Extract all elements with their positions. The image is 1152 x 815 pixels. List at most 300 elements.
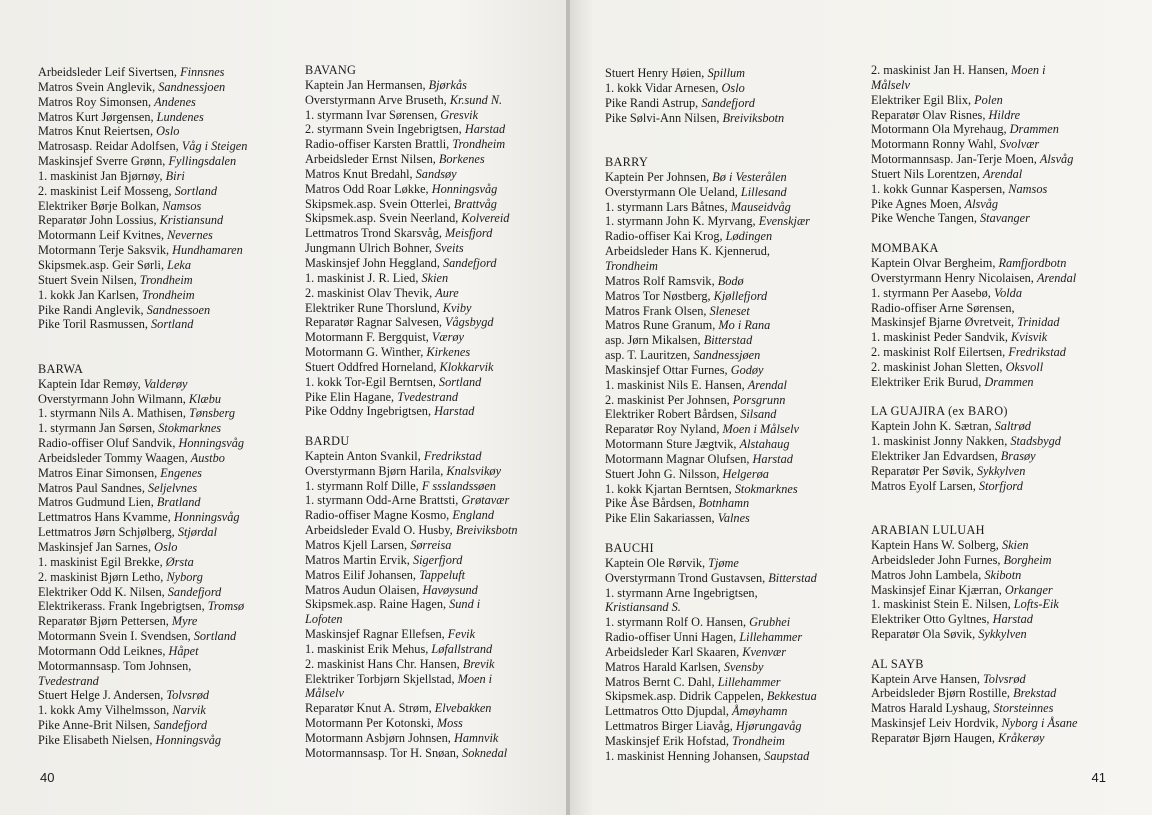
page-number-right: 41 — [1091, 770, 1106, 785]
crew-hometown: Sykkylven — [978, 627, 1027, 642]
crew-hometown: Kolvereid — [461, 211, 510, 226]
crew-hometown: Breiviksbotn — [455, 523, 518, 538]
crew-role-name: Reparatør Ragnar Salvesen, — [305, 315, 445, 330]
crew-entry — [38, 213, 303, 228]
crew-hometown: Oslo — [156, 124, 180, 139]
crew-entry — [605, 556, 870, 571]
crew-role-name: Pike Wenche Tangen, — [871, 211, 981, 226]
crew-role-name: Elektriker Odd K. Nilsen, — [38, 584, 168, 599]
crew-hometown: Svensby — [723, 659, 764, 674]
crew-hometown: Harstad — [434, 404, 475, 419]
crew-role-name: Reparatør Per Søvik, — [871, 463, 977, 478]
crew-role-name: Motormannsasp. Tor H. Snøan, — [305, 745, 463, 760]
crew-hometown: Skien — [421, 270, 449, 285]
crew-entry — [871, 360, 1136, 375]
crew-role-name: Pike Randi Astrup, — [605, 95, 702, 110]
crew-role-name: Elektriker Robert Bårdsen, — [605, 407, 741, 422]
crew-role-name: Skipsmek.asp. Svein Neerland, — [305, 211, 462, 226]
crew-hometown: Spillum — [707, 66, 746, 80]
crew-entry — [605, 422, 870, 437]
crew-role-name: Overstyrmann Bjørn Harila, — [305, 463, 447, 478]
ship-heading: AL SAYB — [871, 656, 924, 671]
crew-entry — [305, 182, 570, 197]
crew-entry — [605, 675, 870, 690]
crew-entry — [38, 228, 303, 243]
blank-line — [605, 125, 870, 140]
crew-entry — [305, 360, 570, 375]
crew-role-name: 1. styrmann Jan Sørsen, — [38, 421, 159, 436]
crew-hometown: Ørsta — [165, 554, 194, 569]
crew-hometown: Sortland — [151, 317, 194, 332]
crew-entry — [305, 241, 570, 256]
crew-entry — [605, 274, 870, 289]
crew-entry — [38, 644, 303, 659]
crew-entry — [38, 540, 303, 555]
left-page-column-2 — [305, 63, 570, 761]
crew-entry — [871, 731, 1136, 746]
crew-hometown: Brevik — [462, 656, 495, 671]
crew-entry — [38, 421, 303, 436]
blank-line — [305, 419, 570, 434]
crew-hometown: Sandefjord — [701, 95, 755, 110]
crew-role-name: Maskinsjef Einar Kjærran, — [871, 582, 1005, 597]
crew-entry — [305, 315, 570, 330]
crew-hometown: Oksvoll — [1005, 359, 1044, 374]
crew-role-name: Arbeidsleder Hans K. Kjennerud, — [605, 244, 770, 259]
crew-entry — [305, 286, 570, 301]
crew-hometown: Silsand — [740, 407, 777, 422]
crew-hometown: Drammen — [1009, 122, 1059, 137]
crew-hometown: Trondheim — [732, 733, 785, 748]
crew-role-name: Elektriker Rune Thorslund, — [305, 300, 443, 315]
crew-role-name: Reparatør John Lossius, — [38, 213, 160, 228]
crew-entry — [305, 152, 570, 167]
crew-entry — [871, 167, 1136, 182]
crew-hometown: Kviby — [442, 300, 472, 315]
crew-role-name: Arbeidsleder Evald O. Husby, — [305, 523, 456, 538]
crew-hometown: Moen i — [1011, 63, 1046, 77]
crew-role-name: Matros Bernt C. Dahl, — [605, 674, 718, 689]
crew-hometown: Svolvær — [999, 137, 1040, 152]
crew-entry — [305, 390, 570, 405]
crew-hometown: Breiviksbotn — [722, 110, 785, 125]
crew-role-name: Matros Odd Roar Løkke, — [305, 181, 432, 196]
crew-hometown: Kr.sund N. — [449, 92, 503, 107]
crew-entry — [605, 333, 870, 348]
crew-role-name: Matros Harald Lyshaug, — [871, 701, 994, 716]
crew-entry — [871, 612, 1136, 627]
crew-role-name: Motormann Ola Myrehaug, — [871, 122, 1010, 137]
crew-entry — [871, 256, 1136, 271]
crew-entry — [305, 686, 570, 701]
crew-role-name: 1. kokk Jan Karlsen, — [38, 287, 142, 302]
crew-hometown: Soknedal — [462, 745, 508, 760]
crew-role-name: Overstyrmann Trond Gustavsen, — [605, 570, 769, 585]
crew-entry — [605, 660, 870, 675]
crew-entry — [871, 315, 1136, 330]
crew-role-name: Motormann Odd Leiknes, — [38, 643, 169, 658]
crew-hometown: Sandnessoen — [146, 302, 211, 317]
crew-entry — [871, 301, 1136, 316]
crew-entry — [305, 627, 570, 642]
crew-entry — [305, 226, 570, 241]
crew-role-name: 1. styrmann Rolf O. Hansen, — [605, 615, 750, 630]
crew-entry — [871, 627, 1136, 642]
blank-line — [605, 140, 870, 155]
crew-entry — [38, 525, 303, 540]
crew-entry — [605, 437, 870, 452]
crew-hometown: Leka — [167, 257, 192, 272]
crew-entry — [871, 286, 1136, 301]
crew-hometown: Fevik — [447, 627, 476, 642]
crew-hometown: Skibotn — [984, 567, 1022, 582]
crew-role-name: Pike Randi Anglevik, — [38, 302, 147, 317]
crew-hometown: Trinidad — [1017, 315, 1060, 330]
crew-hometown: Moen i — [457, 671, 493, 686]
crew-role-name: 1. styrmann Lars Båtnes, — [605, 199, 731, 214]
crew-entry — [871, 716, 1136, 731]
crew-hometown: Havøysund — [422, 582, 478, 597]
crew-entry — [871, 583, 1136, 598]
crew-entry — [605, 318, 870, 333]
crew-role-name: 2. maskinist Jan H. Hansen, — [871, 63, 1012, 77]
crew-entry — [605, 304, 870, 319]
crew-role-name: 1. kokk Vidar Arnesen, — [605, 80, 722, 95]
crew-hometown: Stokmarknes — [734, 481, 798, 496]
ship-heading: BAUCHI — [605, 541, 654, 555]
crew-hometown: Tolvsrød — [983, 671, 1026, 686]
crew-entry — [38, 570, 303, 585]
crew-hometown: Harstad — [992, 612, 1033, 627]
crew-role-name: 1. maskinist Erik Mehus, — [305, 641, 432, 656]
crew-role-name: Overstyrmann Henry Nicolaisen, — [871, 270, 1037, 285]
crew-hometown: Drammen — [984, 374, 1034, 389]
crew-hometown: Saupstad — [764, 748, 810, 763]
crew-hometown: Valnes — [717, 511, 750, 526]
crew-role-name: Kaptein Ole Rørvik, — [605, 555, 709, 570]
crew-entry — [305, 642, 570, 657]
crew-entry — [38, 288, 303, 303]
crew-hometown: Harstad — [752, 451, 793, 466]
crew-role-name: Matros Kurt Jørgensen, — [38, 109, 157, 124]
crew-hometown: Elvebakken — [434, 701, 492, 716]
crew-role-name: Maskinsjef Erik Hofstad, — [605, 733, 733, 748]
crew-role-name: Matros Einar Simonsen, — [38, 465, 161, 480]
crew-entry — [305, 271, 570, 286]
crew-role-name: Motormann Ronny Wahl, — [871, 137, 1000, 152]
crew-role-name: Pike Åse Bårdsen, — [605, 496, 699, 511]
crew-role-name: Maskinsjef Bjarne Øvretveit, — [871, 315, 1018, 330]
crew-entry — [605, 214, 870, 229]
crew-hometown: Våg i Steigen — [181, 139, 248, 154]
crew-entry — [305, 404, 570, 419]
crew-hometown: Alstahaug — [739, 437, 790, 452]
crew-entry — [305, 597, 570, 612]
crew-hometown: Arendal — [747, 377, 787, 392]
crew-role-name: asp. T. Lauritzen, — [605, 348, 694, 363]
crew-hometown: Løfallstrand — [431, 641, 493, 656]
left-page — [0, 0, 570, 815]
crew-entry — [38, 451, 303, 466]
crew-entry — [305, 167, 570, 182]
crew-entry — [305, 583, 570, 598]
crew-hometown: Vågsbygd — [445, 315, 494, 330]
crew-role-name: Skipsmek.asp. Raine Hagen, — [305, 597, 450, 612]
crew-role-name: 1. styrmann Odd-Arne Brattsti, — [305, 493, 462, 508]
crew-role-name: Matros Paul Sandnes, — [38, 480, 148, 495]
crew-entry — [38, 466, 303, 481]
crew-role-name: Kaptein Arve Hansen, — [871, 671, 984, 686]
crew-role-name: Overstyrmann John Wilmann, — [38, 391, 189, 406]
crew-entry — [605, 363, 870, 378]
crew-hometown: Kvenvær — [742, 644, 786, 659]
crew-hometown: Trondheim — [605, 258, 658, 273]
crew-role-name: Motormannsasp. Jan-Terje Moen, — [871, 152, 1040, 167]
crew-role-name: Motormannsasp. Tom Johnsen, — [38, 658, 192, 673]
crew-entry — [871, 330, 1136, 345]
crew-hometown: Hjørungavåg — [735, 719, 802, 734]
crew-role-name: Matros Tor Nøstberg, — [605, 288, 714, 303]
crew-role-name: Skipsmek.asp. Didrik Cappelen, — [605, 689, 767, 704]
crew-entry — [38, 436, 303, 451]
right-page — [570, 0, 1152, 815]
crew-entry — [605, 615, 870, 630]
crew-hometown: Tolvsrød — [166, 688, 210, 703]
crew-entry — [305, 701, 570, 716]
crew-hometown: Mo i Rana — [718, 318, 771, 333]
crew-role-name: Reparatør Knut A. Strøm, — [305, 701, 435, 716]
crew-role-name: Matros Rune Granum, — [605, 318, 719, 333]
crew-entry — [871, 553, 1136, 568]
crew-role-name: Stuert Nils Lorentzen, — [871, 166, 984, 181]
crew-role-name: Arbeidsleder John Furnes, — [871, 552, 1004, 567]
crew-role-name: 2. maskinist Leif Mosseng, — [38, 183, 175, 198]
crew-entry — [38, 95, 303, 110]
crew-entry — [871, 93, 1136, 108]
crew-hometown: Kjøllefjord — [713, 288, 768, 303]
crew-role-name: 1. maskinist J. R. Lied, — [305, 270, 422, 285]
crew-role-name: Matros Gudmund Lien, — [38, 495, 157, 510]
crew-hometown: Skien — [1001, 538, 1029, 552]
crew-entry — [605, 452, 870, 467]
crew-role-name: 1. kokk Kjartan Berntsen, — [605, 481, 735, 496]
crew-hometown: Borgheim — [1003, 552, 1052, 567]
crew-entry — [871, 63, 1136, 78]
crew-hometown: Bjørkås — [428, 77, 467, 92]
crew-role-name: Arbeidsleder Ernst Nilsen, — [305, 152, 439, 167]
crew-entry — [605, 348, 870, 363]
crew-hometown: Trondheim — [452, 137, 506, 152]
crew-entry — [605, 645, 870, 660]
crew-role-name: Lettmatros Trond Skarsvåg, — [305, 226, 446, 241]
crew-entry — [38, 674, 303, 689]
crew-role-name: 1. kokk Gunnar Kaspersen, — [871, 181, 1009, 196]
crew-role-name: 2. maskinist Johan Sletten, — [871, 359, 1006, 374]
crew-entry — [871, 182, 1136, 197]
crew-entry — [305, 523, 570, 538]
crew-role-name: Arbeidsleder Tommy Waagen, — [38, 450, 191, 465]
ship-heading: MOMBAKA — [871, 241, 939, 256]
crew-hometown: Værøy — [431, 330, 464, 345]
crew-entry — [38, 184, 303, 199]
crew-role-name: Pike Toril Rasmussen, — [38, 317, 152, 332]
crew-entry — [38, 495, 303, 510]
crew-entry — [38, 169, 303, 184]
crew-entry — [871, 375, 1136, 390]
crew-role-name: Elektriker Børje Bolkan, — [38, 198, 163, 213]
crew-role-name: Matrosasp. Reidar Adolfsen, — [38, 139, 182, 154]
crew-entry — [38, 629, 303, 644]
crew-hometown: Alsvåg — [1039, 152, 1074, 167]
crew-hometown: Moss — [436, 716, 463, 731]
crew-role-name: Kaptein John K. Sætran, — [871, 419, 995, 434]
ship-heading: BAVANG — [305, 63, 357, 77]
crew-hometown: Harstad — [464, 122, 506, 137]
crew-entry — [305, 538, 570, 553]
crew-role-name: 1. styrmann Rolf Dille, — [305, 478, 422, 493]
crew-hometown: Austbo — [190, 450, 225, 465]
crew-role-name: Matros Eyolf Larsen, — [871, 478, 979, 493]
ship-heading: LA GUAJIRA (ex BARO) — [871, 404, 1008, 419]
crew-role-name: Pike Sølvi-Ann Nilsen, — [605, 110, 723, 125]
crew-hometown: Andenes — [154, 94, 196, 109]
crew-hometown: Sleneset — [709, 303, 750, 318]
crew-role-name: Overstyrmann Arve Bruseth, — [305, 92, 450, 107]
crew-entry — [38, 80, 303, 95]
crew-hometown: Sandsøy — [415, 166, 457, 181]
crew-role-name: Elektrikerass. Frank Ingebrigtsen, — [38, 599, 208, 614]
crew-hometown: Sandefjord — [167, 584, 222, 599]
crew-entry — [38, 317, 303, 332]
crew-entry — [605, 66, 870, 81]
blank-line — [38, 332, 303, 347]
crew-entry — [605, 704, 870, 719]
crew-hometown: Engenes — [160, 465, 202, 480]
crew-role-name: Radio-offiser Arne Sørensen, — [871, 300, 1015, 315]
crew-role-name: Maskinsjef John Heggland, — [305, 255, 443, 270]
crew-entry — [871, 464, 1136, 479]
blank-line — [871, 390, 1136, 405]
crew-role-name: 1. maskinist Peder Sandvik, — [871, 330, 1012, 345]
crew-entry — [605, 289, 870, 304]
crew-hometown: Lillehammer — [739, 630, 803, 645]
crew-role-name: Reparatør Roy Nyland, — [605, 422, 723, 437]
crew-entry — [305, 672, 570, 687]
crew-hometown: Sandnessjøen — [693, 348, 761, 363]
crew-entry — [305, 122, 570, 137]
crew-hometown: Tvedestrand — [397, 389, 458, 404]
crew-entry — [38, 481, 303, 496]
crew-entry — [871, 672, 1136, 687]
crew-entry — [38, 139, 303, 154]
crew-entry — [605, 170, 870, 185]
crew-hometown: Trondheim — [139, 272, 193, 287]
crew-entry — [605, 571, 870, 586]
crew-entry — [605, 259, 870, 274]
crew-role-name: Pike Anne-Brit Nilsen, — [38, 718, 154, 733]
crew-hometown: Nyborg — [166, 569, 203, 584]
crew-role-name: 2. maskinist Hans Chr. Hansen, — [305, 656, 463, 671]
crew-hometown: Sykkylven — [976, 463, 1026, 478]
crew-hometown: Hamnvik — [453, 730, 499, 745]
crew-entry — [305, 330, 570, 345]
crew-hometown: Tappeluft — [419, 567, 466, 582]
crew-role-name: Lettmatros Hans Kvamme, — [38, 510, 174, 525]
crew-entry — [305, 108, 570, 123]
right-page-column-1 — [605, 66, 870, 764]
crew-role-name: 1. styrmann John K. Myrvang, — [605, 214, 759, 229]
crew-entry — [871, 345, 1136, 360]
crew-hometown: Sund i — [449, 597, 481, 612]
crew-hometown: Storsteinnes — [993, 701, 1054, 716]
crew-role-name: Pike Elin Hagane, — [305, 389, 398, 404]
crew-role-name: 1. maskinist Henning Johansen, — [605, 748, 765, 763]
crew-entry — [305, 731, 570, 746]
crew-entry — [871, 538, 1136, 553]
crew-hometown: Bø i Vesterålen — [712, 169, 787, 184]
crew-role-name: Matros Kjell Larsen, — [305, 538, 411, 552]
crew-entry — [871, 479, 1136, 494]
crew-entry — [305, 93, 570, 108]
crew-hometown: Lødingen — [725, 229, 773, 244]
crew-role-name: Motormann F. Bergquist, — [305, 330, 432, 345]
crew-hometown: Brasøy — [1000, 448, 1036, 463]
crew-entry — [38, 110, 303, 125]
crew-hometown: Tvedestrand — [38, 673, 99, 688]
crew-role-name: Radio-offiser Oluf Sandvik, — [38, 436, 179, 451]
crew-hometown: Stavanger — [980, 211, 1030, 226]
crew-role-name: 1. maskinist Nils E. Hansen, — [605, 377, 748, 392]
blank-line — [871, 508, 1136, 523]
crew-role-name: Arbeidsleder Bjørn Rostille, — [871, 686, 1014, 701]
crew-entry — [38, 65, 303, 80]
crew-entry — [38, 703, 303, 718]
crew-hometown: Arendal — [1036, 270, 1077, 285]
crew-role-name: Kaptein Jan Hermansen, — [305, 77, 429, 92]
crew-hometown: Honningsvåg — [178, 436, 245, 451]
crew-role-name: Motormann Svein I. Svendsen, — [38, 629, 194, 644]
crew-role-name: Elektriker Erik Burud, — [871, 374, 985, 389]
crew-entry — [305, 493, 570, 508]
crew-role-name: Matros Knut Reiertsen, — [38, 124, 157, 139]
crew-hometown: Kirkenes — [426, 345, 471, 360]
crew-role-name: Motormann G. Winther, — [305, 345, 427, 360]
crew-hometown: Brattvåg — [453, 196, 497, 211]
crew-role-name: Reparatør Bjørn Haugen, — [871, 730, 999, 745]
crew-role-name: Stuert Henry Høien, — [605, 66, 708, 80]
crew-role-name: Skipsmek.asp. Geir Sørli, — [38, 257, 168, 272]
crew-hometown: Namsos — [162, 198, 202, 213]
crew-entry — [605, 200, 870, 215]
crew-role-name: 1. kokk Tor-Egil Berntsen, — [305, 374, 439, 389]
crew-role-name: Stuert Helge J. Andersen, — [38, 688, 167, 703]
crew-role-name: Radio-offiser Kai Krog, — [605, 229, 726, 244]
crew-role-name: Matros Knut Bredahl, — [305, 166, 416, 181]
crew-hometown: Sortland — [193, 629, 237, 644]
crew-entry — [605, 482, 870, 497]
crew-hometown: Mauseidvåg — [730, 199, 791, 214]
crew-role-name: Radio-offiser Unni Hagen, — [605, 630, 740, 645]
crew-hometown: Stokmarknes — [158, 421, 222, 436]
crew-role-name: Maskinsjef Sverre Grønn, — [38, 154, 169, 169]
crew-hometown: Lillesand — [740, 184, 787, 199]
crew-hometown: Tjøme — [708, 555, 739, 570]
crew-entry — [305, 568, 570, 583]
crew-role-name: Motormann Sture Jægtvik, — [605, 437, 740, 452]
left-page-column-1 — [38, 65, 303, 748]
crew-role-name: Kaptein Olvar Bergheim, — [871, 255, 999, 270]
crew-hometown: Oslo — [154, 540, 178, 554]
